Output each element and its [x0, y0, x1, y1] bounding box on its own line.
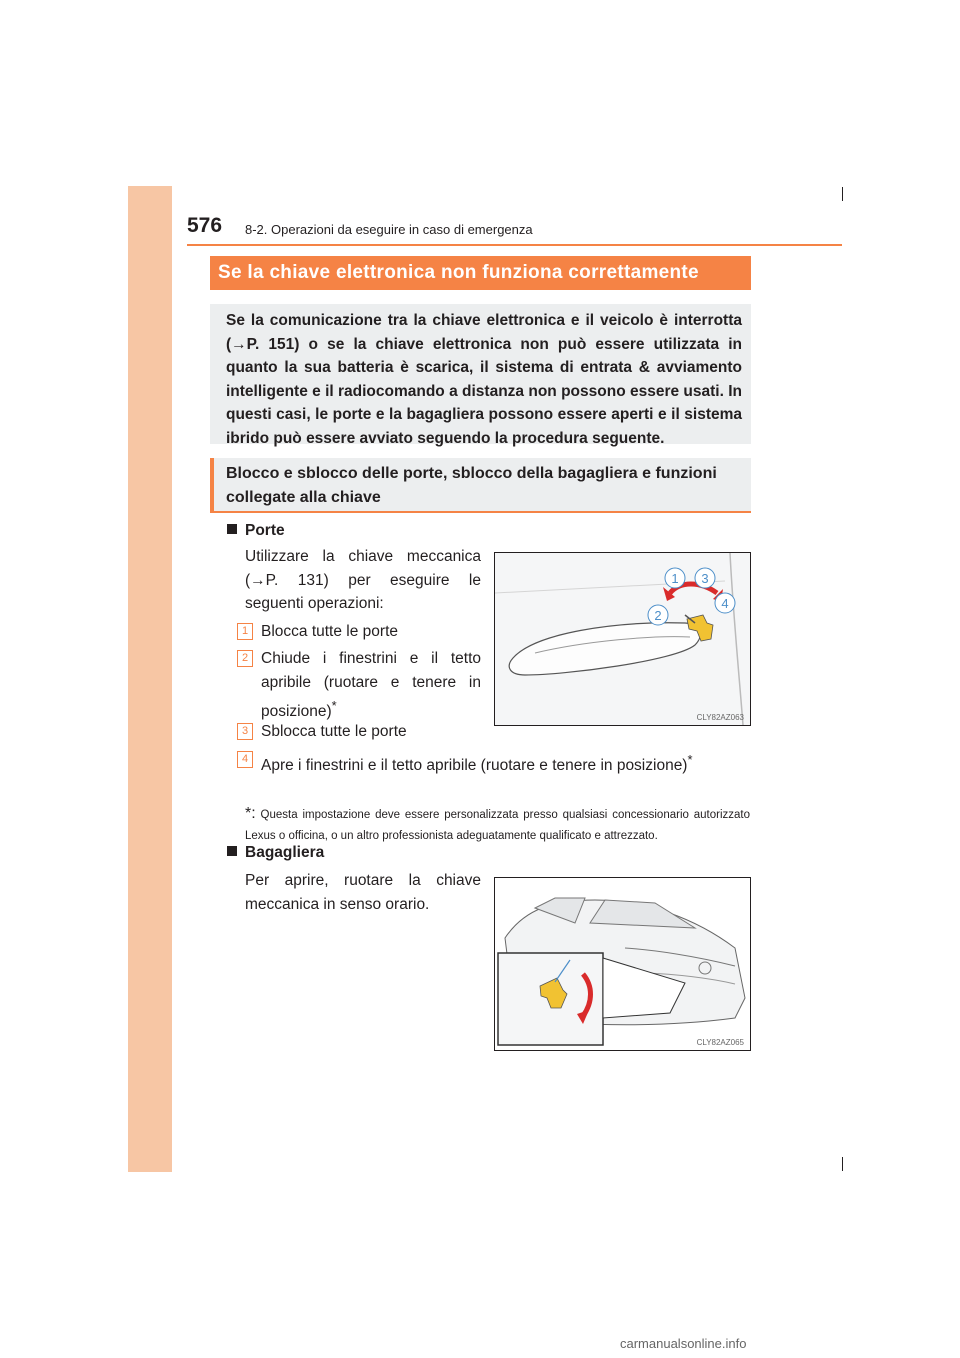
bagagliera-instructions: Per aprire, ruotare la chiave meccanica in senso orario. — [245, 872, 481, 913]
step-text-1: Blocca tutte le porte — [261, 623, 398, 640]
intro-paragraph: Se la comunicazione tra la chiave elettronica e il veicolo è interrotta (→P. 151) o se la chiave elettronica non può essere utilizzata in quanto la sua batteria è scarica, il sistema di entrata & avviamento intelligente e il radiocomando a distanza non possono essere usati. In questi casi, le porte e la bagagliera possono essere aperti e il sistema ibrido può essere avviato seguendo la procedura seguente. — [210, 304, 751, 444]
footnote-marker: * — [331, 698, 337, 713]
porte-heading — [227, 522, 285, 540]
step-text-2-body: Chiude i finestrini e il tetto apribile (ruotare e tenere in posizione) — [261, 650, 481, 721]
figure-id: CLY82AZ063 — [696, 713, 744, 722]
step-text-4-body: Apre i finestrini e il tetto apribile (ruotare e tenere in posizione) — [261, 757, 688, 775]
crop-mark-bottom — [842, 1157, 843, 1171]
subsection-heading: Blocco e sblocco delle porte, sblocco della bagagliera e funzioni collegate alla chiave — [210, 458, 751, 513]
door-handle-illustration — [495, 553, 750, 725]
page-number: 576 — [187, 214, 223, 237]
section-title: Se la chiave elettronica non funziona correttamente — [210, 256, 751, 290]
bagagliera-heading — [227, 844, 324, 862]
footnote — [245, 803, 750, 847]
step-text-4 — [261, 748, 751, 778]
step-text-3: Sblocca tutte le porte — [261, 723, 407, 740]
porte-instructions: Utilizzare la chiave meccanica (→P. 131) per eseguire le seguenti operazioni: — [245, 548, 481, 612]
footnote-marker: * — [687, 752, 693, 767]
trunk-illustration — [495, 878, 750, 1050]
figure-label-2: 2 — [654, 608, 662, 623]
footnote-mark: *: — [245, 805, 256, 822]
crop-mark-top — [842, 187, 843, 201]
step-number-2: 2 — [237, 650, 253, 667]
figure-label-1: 1 — [671, 571, 679, 586]
figure-label-4: 4 — [721, 596, 729, 611]
step-number-3: 3 — [237, 723, 253, 740]
bullet-square-icon — [227, 524, 237, 534]
door-handle-figure — [494, 552, 751, 726]
figure-id: CLY82AZ065 — [696, 1038, 744, 1047]
figure-label-3: 3 — [701, 571, 709, 586]
step-text-2 — [261, 647, 481, 724]
section-header: 8-2. Operazioni da eseguire in caso di emergenza — [245, 222, 533, 237]
step-number-1: 1 — [237, 623, 253, 640]
trunk-figure — [494, 877, 751, 1051]
footnote-text: Questa impostazione deve essere personalizzata presso qualsiasi concessionario autorizzato Lexus o officina, o un altro professionista adeguatamente qualificato e attrezzato. — [245, 809, 751, 842]
porte-title: Porte — [245, 522, 285, 539]
chapter-sidebar-tab — [128, 186, 172, 1172]
header-divider — [187, 244, 842, 246]
bullet-square-icon — [227, 846, 237, 856]
watermark: carmanualsonline.info — [620, 1336, 747, 1351]
step-number-4: 4 — [237, 751, 253, 768]
bagagliera-title: Bagagliera — [245, 844, 325, 861]
